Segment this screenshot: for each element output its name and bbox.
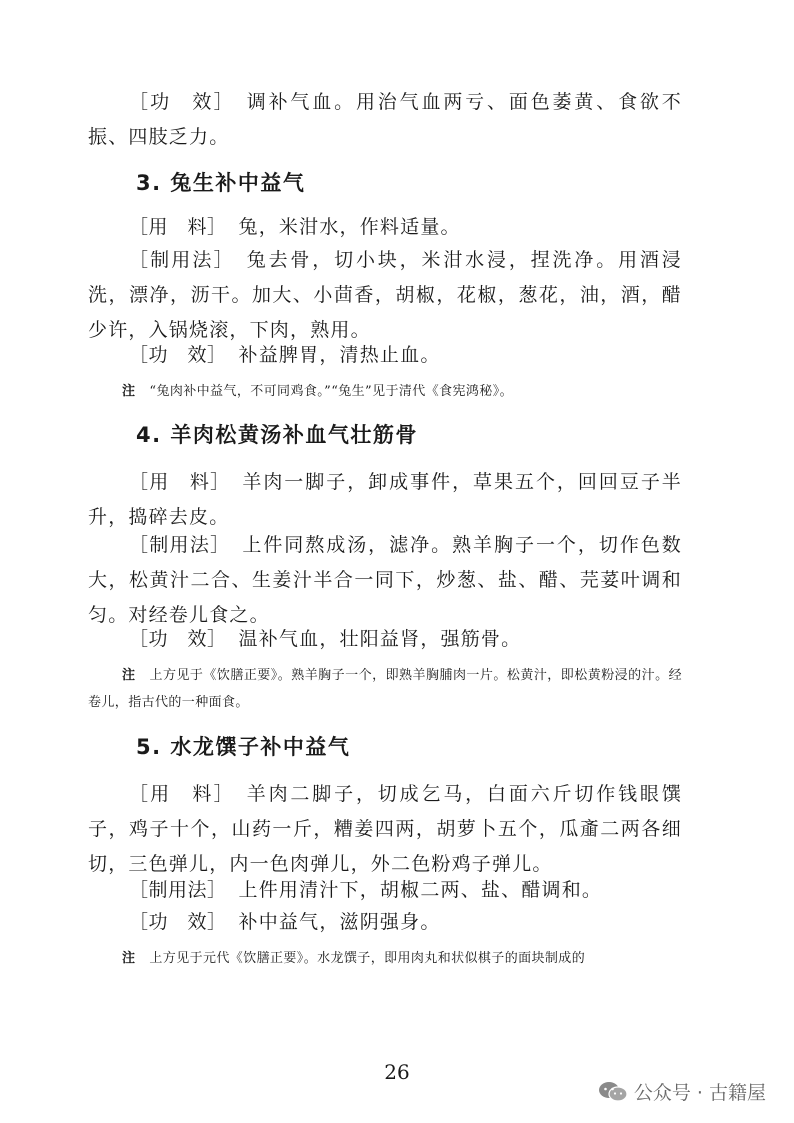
ingredients-text: 羊肉一脚子，卸成事件，草果五个，回回豆子半升，捣碎去皮。 <box>88 471 682 528</box>
effect-tag: ［功 效］ <box>129 628 227 650</box>
recipe-note <box>88 945 682 972</box>
ingredients-paragraph <box>88 210 682 245</box>
method-tag: ［制用法］ <box>129 534 231 556</box>
method-tag: ［制用法］ <box>129 249 235 271</box>
method-tag: ［制用法］ <box>129 879 227 901</box>
effect-tag: ［功 效］ <box>129 344 227 366</box>
recipe-heading: 4. 羊肉松黄汤补血气壮筋骨 <box>136 423 418 447</box>
page-number: 26 <box>384 1060 410 1084</box>
effect-paragraph <box>88 622 682 657</box>
wechat-icon <box>598 1081 628 1103</box>
effect-tag: ［功 效］ <box>129 91 235 113</box>
ingredients-tag: ［用 料］ <box>129 471 231 493</box>
note-label: 注 <box>122 384 136 399</box>
recipe-heading: 5. 水龙馔子补中益气 <box>136 735 351 759</box>
note-text: “兔肉补中益气，不可同鸡食。”“兔生”见于清代《食宪鸿秘》。 <box>149 384 513 399</box>
effect-text: 调补气血。用治气血两亏、面色萎黄、食欲不振、四肢乏力。 <box>88 91 682 148</box>
method-paragraph <box>88 528 682 633</box>
ingredients-paragraph <box>88 465 682 535</box>
effect-text: 补益脾胃，清热止血。 <box>238 344 441 366</box>
recipe-note <box>88 378 682 405</box>
watermark-text: 公众号 · 古籍屋 <box>633 1082 766 1104</box>
effect-tag: ［功 效］ <box>129 911 227 933</box>
effect-paragraph <box>88 905 682 940</box>
recipe-heading: 3. 兔生补中益气 <box>136 171 306 195</box>
method-paragraph <box>88 873 682 908</box>
note-text: 上方见于元代《饮膳正要》。水龙馔子，即用肉丸和状似棋子的面块制成的 <box>149 951 586 966</box>
effect-paragraph <box>88 338 682 373</box>
note-label: 注 <box>122 951 136 966</box>
note-text: 上方见于《饮膳正要》。熟羊胸子一个，即熟羊胸脯肉一片。松黄汁，即松黄粉浸的汁。经卷儿，指古代的一种面食。 <box>88 668 682 710</box>
ingredients-text: 羊肉二脚子，切成乞马，白面六斤切作钱眼馔子，鸡子十个，山药一斤，糟姜四两，胡萝卜五个，瓜齑二两各细切，三色弹儿，内一色肉弹儿，外二色粉鸡子弹儿。 <box>88 783 682 875</box>
effect-text: 温补气血，壮阳益肾，强筋骨。 <box>238 628 522 650</box>
ingredients-tag: ［用 料］ <box>129 783 235 805</box>
method-text: 兔去骨，切小块，米泔水浸，捏洗净。用酒浸洗，漂净，沥干。加大、小茴香，胡椒，花椒，葱花，油，酒，醋少许，入锅烧滚，下肉，熟用。 <box>88 249 682 341</box>
method-paragraph <box>88 243 682 348</box>
ingredients-tag: ［用 料］ <box>129 216 227 238</box>
effect-text: 补中益气，滋阴强身。 <box>238 911 441 933</box>
watermark <box>598 1078 766 1105</box>
method-text: 上件同熬成汤，滤净。熟羊胸子一个，切作色数大，松黄汁二合、生姜汁半合一同下，炒葱、盐、醋、芫荽叶调和匀。对经卷儿食之。 <box>88 534 682 626</box>
ingredients-text: 兔，米泔水，作料适量。 <box>238 216 461 238</box>
note-label: 注 <box>122 668 136 683</box>
recipe-note <box>88 662 682 716</box>
method-text: 上件用清汁下，胡椒二两、盐、醋调和。 <box>238 879 603 901</box>
intro-effect-paragraph <box>88 85 682 155</box>
ingredients-paragraph <box>88 777 682 882</box>
